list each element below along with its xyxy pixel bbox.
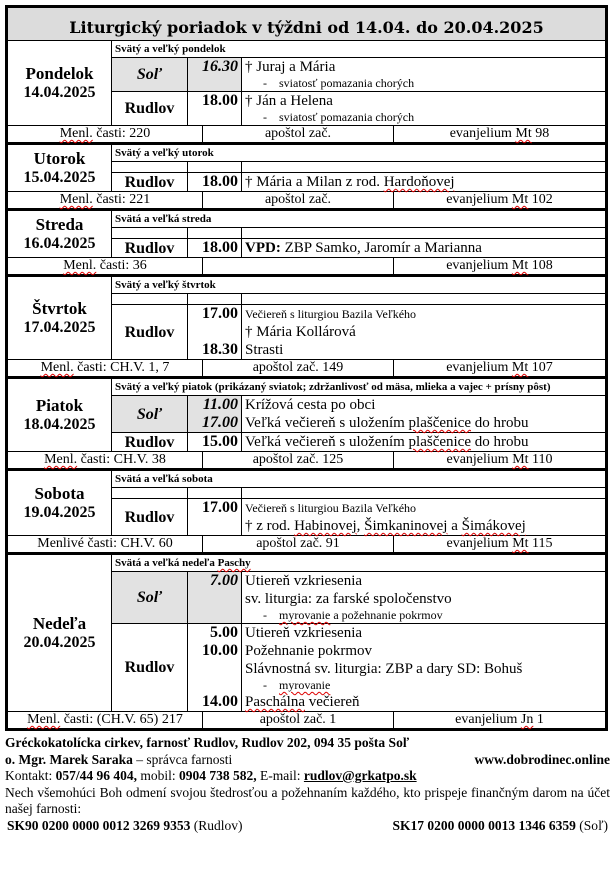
place-sol: Soľ [112,58,188,92]
place-sol: Soľ [112,572,188,624]
day-date: 20.04.2025 [23,634,96,651]
intention: Strasti [245,342,284,358]
intention: Utiereň vzkriesenia [245,625,363,641]
sub-note: sviatosť pomazania chorých [279,110,415,124]
sub-note: sviatosť pomazania chorých [279,76,415,90]
time: 17.00 [202,414,238,431]
page [5,5,608,834]
day-name: Nedeľa [32,614,87,633]
intention: VPD: ZBP Samko, Jaromír a Marianna [245,240,482,256]
apostol: apoštol zač. 125 [203,452,394,468]
service-row-sol: Soľ 7.00 Utiereň vzkriesenia sv. liturgia: za farské spoločenstvo - myrovanie a požehnanie pokrmov [7,572,607,624]
day-name: Streda [35,215,84,234]
priest-role: – správca farnosti [132,751,233,767]
phone: 057/44 96 404, [55,768,138,783]
time: 18.00 [188,239,242,258]
day-block-utorok [7,144,607,162]
time: 18.00 [188,92,242,126]
day-block-streda [7,210,607,228]
mobile: 0904 738 582, [179,768,257,783]
place-rudlov: Rudlov [112,239,188,258]
feast-title: Svätá a veľká sobota [112,470,607,488]
day-date: 19.04.2025 [23,504,96,521]
intention: † Mária Kollárová [245,324,356,340]
place-rudlov: Rudlov [112,433,188,452]
church-address: Gréckokatolícka cirkev, farnosť Rudlov, Rudlov 202, 094 35 pošta Soľ [5,735,410,750]
intention: † Juraj a Mária [245,59,336,75]
time: 17.00 [202,305,238,322]
time: 10.00 [202,642,238,659]
menl-casti: Menl. časti: 221 [8,192,203,208]
parish-footer: Gréckokatolícka cirkev, farnosť Rudlov, Rudlov 202, 094 35 pošta Soľ o. Mgr. Marek Saraka – správca farnosti www.dobrodinec.online Kontakt: 057/44 96 404, mobil: 0904 738 582, E-mail: rudlov@grkatpo.sk Nech všemohúci Boh odmení svojou štedrosťou a požehnaním každého, kto prispeje finančným darom na účet našej farnosti: SK90 0200 0000 0012 3269 9353 (Rudlov) SK17 0200 0000 0013 1346 6359 (Soľ) [5,735,610,833]
menl-casti: Menl. časti: CH.V. 1, 7 [8,360,203,376]
readings-row [7,452,607,470]
day-date: 17.04.2025 [23,319,96,336]
apostol: apoštol zač. [203,192,394,208]
day-name: Pondelok [25,64,94,83]
website-link[interactable]: www.dobrodinec.online [474,751,610,767]
intention: Veľká večiereň s uložením plaščenice do hrobu [245,415,529,431]
time: 17.00 [188,499,242,536]
intention: Krížová cesta po obci [245,397,376,413]
apostol: apoštol zač. [203,126,394,142]
day-block-piatok [7,378,607,396]
time: 15.00 [188,433,242,452]
schedule-table [5,5,608,731]
day-cell [7,41,112,126]
day-block-nedela [7,554,607,572]
day-block-sobota [7,470,607,488]
intention: Veľká večiereň s uložením plaščenice do hrobu [245,434,529,450]
iban-rudlov: SK90 0200 0000 0012 3269 9353 [7,817,191,833]
time: 11.00 [202,396,238,413]
intention: † z rod. Habinovej, Šimkaninovej a Šimákovej [245,518,526,534]
place-rudlov: Rudlov [112,624,188,712]
evanjelium: evanjelium Mt 108 [446,258,553,273]
readings-row [7,712,607,730]
priest-name: o. Mgr. Marek Saraka [5,751,133,767]
service-row-rudlov: Rudlov 18.00 † Ján a Helena - sviatosť pomazania chorých [7,92,607,126]
place-rudlov: Rudlov [112,305,188,360]
place-rudlov: Rudlov [112,173,188,192]
apostol [203,258,394,274]
intention: sv. liturgia: za farské spoločenstvo [245,591,452,607]
time: 18.00 [188,173,242,192]
day-date: 18.04.2025 [23,416,96,433]
day-date: 15.04.2025 [23,169,96,186]
time: 7.00 [188,572,242,624]
feast-title: Svätý a veľký štvrtok [112,276,607,294]
readings-row [7,192,607,210]
day-block-stvrtok [7,276,607,294]
menl-casti: Menlivé časti: CH.V. 60 [8,536,203,552]
feast-title: Svätý a veľký utorok [112,144,607,162]
time: 18.30 [202,341,238,358]
page-title: Liturgický poriadok v týždni od 14.04. do 20.04.2025 [7,7,607,41]
service-row-sol: Soľ 16.30 † Juraj a Mária - sviatosť pomazania chorých [7,58,607,92]
readings-row [7,258,607,276]
evanjelium: evanjelium Mt 110 [446,452,553,467]
feast-title: Svätý a veľký pondelok [112,41,607,58]
intention: Večiereň s liturgiou Bazila Veľkého [245,307,417,321]
time: 5.00 [210,624,238,641]
iban-sol: SK17 0200 0000 0013 1346 6359 [392,817,576,833]
feast-title: Svätý a veľký piatok (prikázaný sviatok; zdržanlivosť od mäsa, mlieka a vajec + prísny pôst) [112,378,607,396]
menl-casti: Menl. časti: 220 [8,126,203,142]
intention: † Ján a Helena [245,93,333,109]
apostol: apoštol zač. 1 [203,712,394,728]
email-link[interactable]: rudlov@grkatpo.sk [303,768,417,783]
day-name: Utorok [33,149,86,168]
service-row-rudlov: Rudlov 5.00 10.00 14.00 Utiereň vzkriesenia Požehnanie pokrmov Slávnostná sv. liturgia: ZBP a dary SD: Bohuš - myrovanie Paschálna večiereň [7,624,607,712]
day-name: Sobota [34,484,85,503]
intention: Paschálna večiereň [245,694,360,710]
evanjelium: evanjelium Mt 98 [449,126,550,141]
intention: † Mária a Milan z rod. Hardoňovej [245,174,455,190]
menl-casti: Menl. časti: CH.V. 38 [8,452,203,468]
evanjelium: evanjelium Jn 1 [455,712,544,727]
evanjelium: evanjelium Mt 107 [446,360,553,375]
apostol: apoštol zač. 149 [203,360,394,376]
intention: Požehnanie pokrmov [245,643,373,659]
day-block-pondelok [7,41,607,58]
day-name: Piatok [35,396,84,415]
time: 16.30 [188,58,242,92]
readings-row [7,536,607,554]
menl-casti: Menl. časti: (CH.V. 65) 217 [8,712,203,728]
feast-title: Svätá a veľká streda [112,210,607,228]
evanjelium: evanjelium Mt 102 [446,192,553,207]
apostol: apoštol zač. 91 [203,536,394,552]
donation-note: Nech všemohúci Boh odmení svojou štedrosťou a požehnaním každého, kto prispeje finančným darom na účet našej farnosti: [5,784,610,816]
place-rudlov: Rudlov [112,92,188,126]
place-rudlov: Rudlov [112,499,188,536]
time: 14.00 [202,693,238,710]
evanjelium: evanjelium Mt 115 [446,536,553,551]
intention: Slávnostná sv. liturgia: ZBP a dary SD: Bohuš [245,661,523,677]
day-date: 14.04.2025 [23,84,96,101]
readings-row [7,126,607,144]
intention: Večiereň s liturgiou Bazila Veľkého [245,501,417,515]
intention: Utiereň vzkriesenia [245,573,363,589]
readings-row [7,360,607,378]
menl-casti: Menl. časti: 36 [8,258,203,274]
day-date: 16.04.2025 [23,235,96,252]
feast-title: Svätá a veľká nedeľa Paschy [112,554,607,572]
day-name: Štvrtok [32,299,87,318]
place-sol: Soľ [112,396,188,433]
